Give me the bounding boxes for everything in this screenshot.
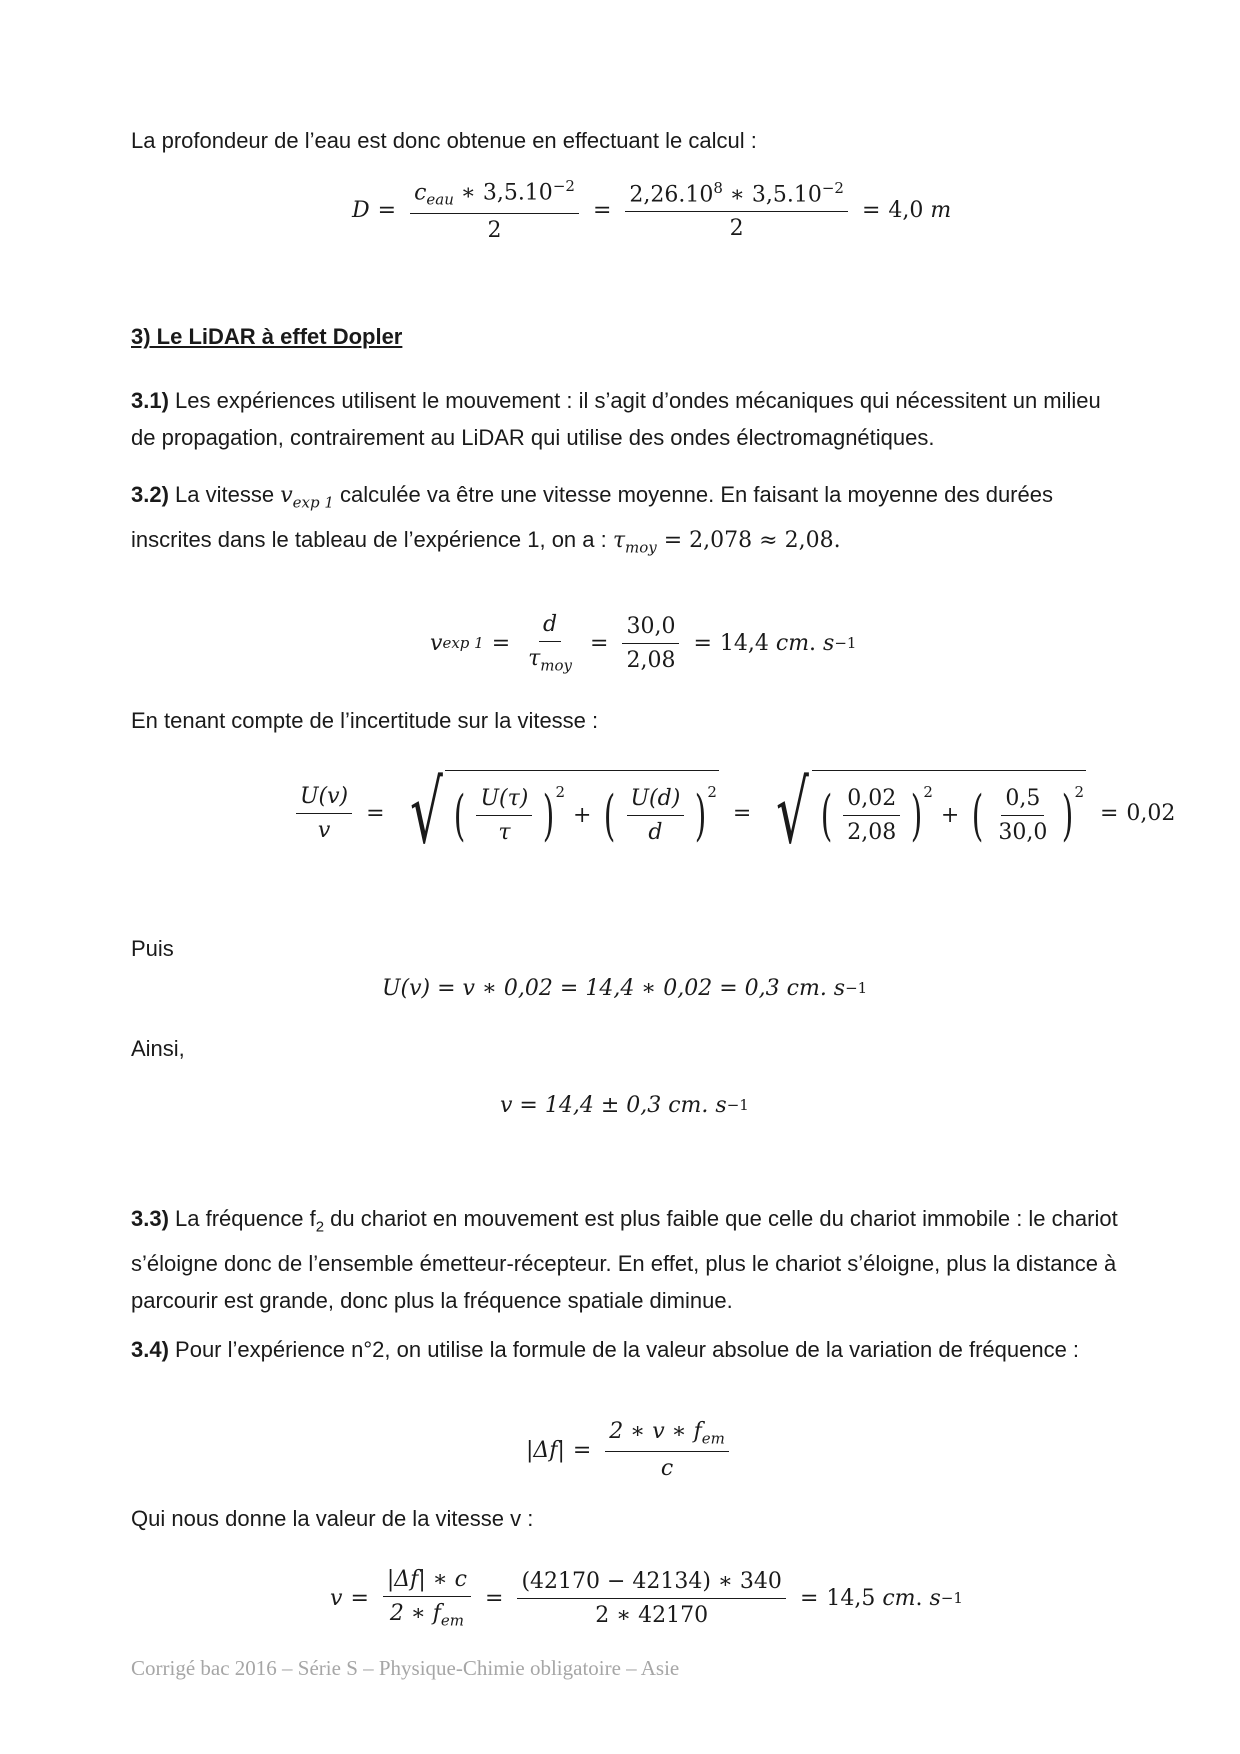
page-footer: Corrigé bac 2016 – Série S – Physique-Chimie obligatoire – Asie xyxy=(131,1656,680,1680)
question-3-1: 3.1) Les expériences utilisent le mouvement : il s’agit d’ondes mécaniques qui nécessitent un milieu de propagation, contrairement au LiDAR qui utilise des ondes électromagnétiques. xyxy=(131,388,1101,450)
question-3-4: 3.4) Pour l’expérience n°2, on utilise la formule de la valeur absolue de la variation de fréquence : xyxy=(131,1337,1080,1362)
equation-doppler: |Δf| = $\frac{2 ∗ v ∗ f_{em}}{c}$ xyxy=(526,1412,735,1488)
question-3-2: 3.2) La vitesse $v_{exp 1}$ calculée va être une vitesse moyenne. En faisant la moyenne des durées inscrites dans le tableau de l’expérience 1, on a : $\tau_{moy} = 2,078 \approx 2,08$. xyxy=(131,482,1053,557)
question-3-3: 3.3) La fréquence $f_2$ du chariot en mouvement est plus faible que celle du chariot immobile : le chariot s’éloigne donc de l’ensemble émetteur-récepteur. En effet, plus le chariot s’éloigne, plus la distance à parcourir est grande, donc plus la fréquence spatiale diminue. xyxy=(131,1206,1118,1314)
velocity-intro: Qui nous donne la valeur de la vitesse v : xyxy=(131,1506,534,1531)
square-root: √ ( $\frac{U(\tau)}{\tau}$ ) 2 + ( $\frac{U(d)}{d}$ ) 2 xyxy=(409,763,717,863)
fraction: $\frac{2 ∗ v ∗ f_{em}}{c}$ xyxy=(605,1419,729,1481)
fraction: $\frac{|\Delta f| ∗ c}{2 ∗ f_{em}}$ xyxy=(383,1567,471,1629)
fraction: $\frac{(42170 - 42134) ∗ 340}{2 ∗ 42170}$ xyxy=(517,1569,786,1628)
fraction: $\frac{d}{\tau_{moy}}$ xyxy=(528,611,573,675)
fraction: $\frac{c_{eau} ∗ 3,5.10^{-2}}{2}$ xyxy=(410,177,579,243)
equation-velocity-result: v = 14,4 ± 0,3 𝑐𝑚. 𝑠 −1 xyxy=(500,1092,749,1118)
equation-velocity: v exp 1 = $\frac{d}{\tau_{moy}}$ = $\frac{30,0}{2,08}$ = 14,4 𝑐𝑚. 𝑠 −1 xyxy=(430,611,857,675)
equation-uncertainty: $\frac{U(v)}{v}$ = √ ( $\frac{U(\tau)}{\tau}$ ) 2 + ( $\frac{U(d)}{d}$ ) 2 = √ ( $\frac{0,02}{2,08}$ ) 2 + ( $\frac{0,5}{30,0}$ ) 2 = 0,02 xyxy=(290,758,1175,868)
square-root: √ ( $\frac{0,02}{2,08}$ ) 2 + ( $\frac{0,5}{30,0}$ ) 2 xyxy=(776,763,1084,863)
equation-abs-uncertainty: U(v) = v ∗ 0,02 = 14,4 ∗ 0,02 = 0,3 𝑐𝑚. 𝑠 −1 xyxy=(382,975,868,1001)
puis-text: Puis xyxy=(131,936,174,961)
ainsi-text: Ainsi, xyxy=(131,1036,185,1061)
equation-velocity-doppler: v = $\frac{|\Delta f| ∗ c}{2 ∗ f_{em}}$ = $\frac{(42170 - 42134) ∗ 340}{2 ∗ 42170}$ = 14,5 𝑐𝑚. 𝑠 −1 xyxy=(330,1566,963,1630)
fraction: $\frac{30,0}{2,08}$ xyxy=(622,614,679,673)
intro-text: La profondeur de l’eau est donc obtenue en effectuant le calcul : xyxy=(131,128,757,153)
fraction: $\frac{U(v)}{v}$ xyxy=(296,784,352,843)
uncertainty-intro: En tenant compte de l’incertitude sur la vitesse : xyxy=(131,708,599,733)
fraction: $\frac{2,26.10^8 ∗ 3,5.10^{-2}}{2}$ xyxy=(625,179,848,241)
equation-depth: D = $\frac{c_{eau} ∗ 3,5.10^{-2}}{2}$ = $\frac{2,26.10^8 ∗ 3,5.10^{-2}}{2}$ = 4,0 𝑚 xyxy=(352,177,952,243)
section-title: 3) Le LiDAR à effet Dopler xyxy=(131,324,403,349)
